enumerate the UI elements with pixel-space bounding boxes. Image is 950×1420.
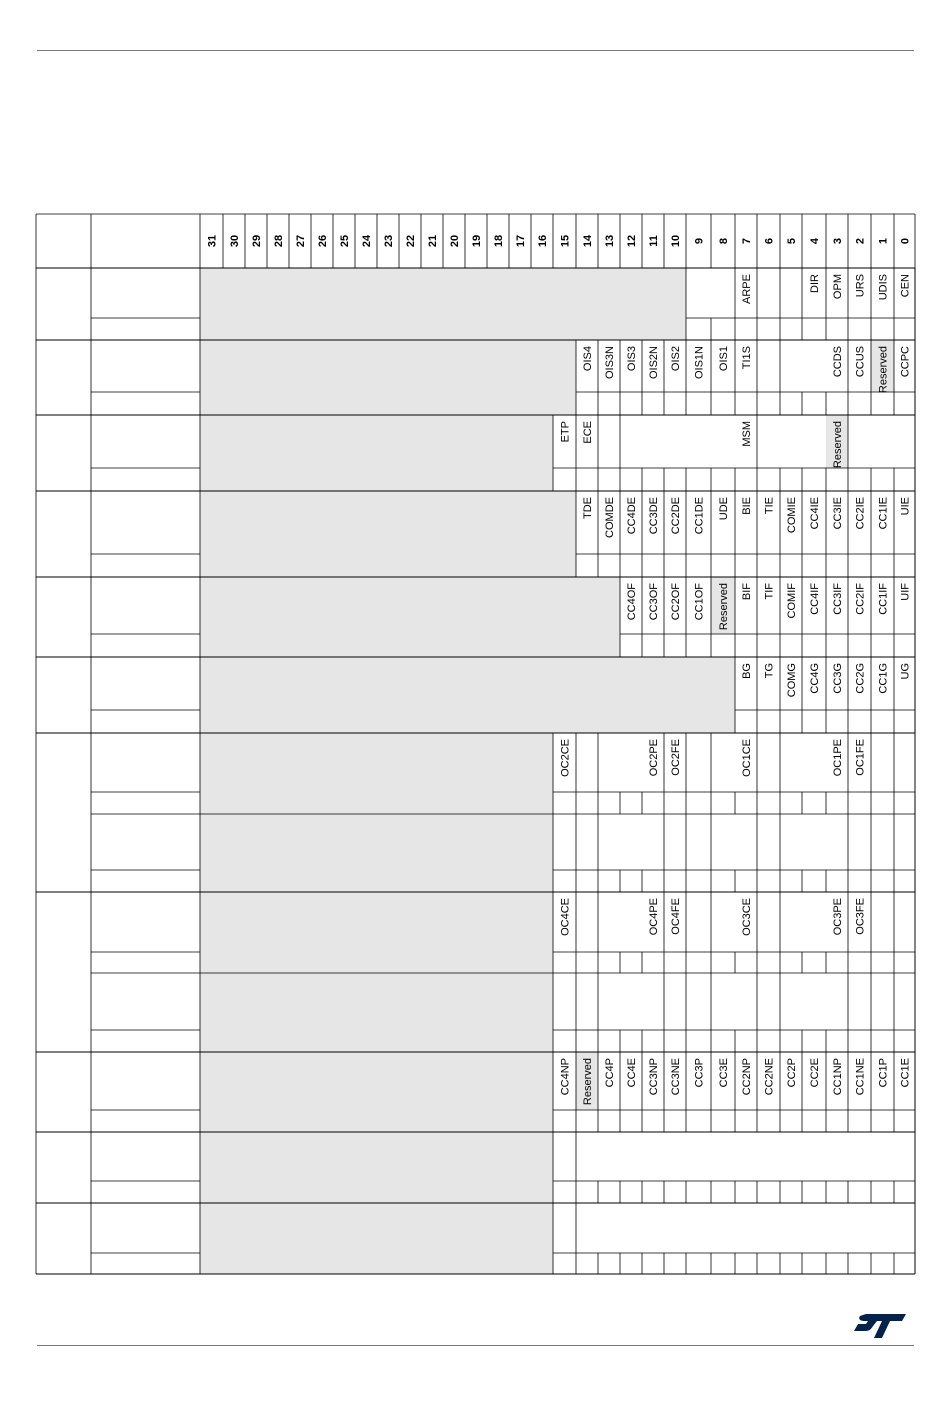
field-cc4de: CC4DE [626,497,638,535]
field-oc3pe: OC3PE [832,898,844,936]
field-comif: COMIF [786,583,798,619]
field-cc2p: CC2P [786,1058,798,1088]
field-dir: DIR [809,274,821,293]
reserved-area [200,814,553,892]
reserved-area [200,577,620,657]
reserved-area [200,1052,553,1132]
field-arpe: ARPE [741,274,753,304]
reserved-area [200,1132,553,1203]
field-reserved: Reserved [832,421,844,469]
field-cc3of: CC3OF [648,583,660,621]
reserved-area [200,973,553,1052]
field-cc2g: CC2G [854,663,867,694]
field-cc2ne: CC2NE [763,1058,776,1096]
field-cc2e: CC2E [809,1058,821,1088]
field-oc3fe: OC3FE [854,898,867,935]
bit-number-18: 18 [493,234,505,248]
field-oc3ce: OC3CE [741,898,753,936]
bit-number-24: 24 [361,234,373,248]
bit-number-30: 30 [229,234,241,248]
field-oc1fe: OC1FE [854,739,867,776]
bit-number-28: 28 [273,234,285,248]
field-cc3ie: CC3IE [832,497,844,530]
bit-number-13: 13 [604,234,616,248]
bit-number-27: 27 [295,234,307,248]
field-cc1e: CC1E [899,1058,912,1088]
field-cc4np: CC4NP [559,1058,572,1096]
field-oc1pe: OC1PE [832,739,844,777]
field-cc1ie: CC1IE [877,497,890,530]
bit-number-19: 19 [471,234,483,248]
bit-number-14: 14 [582,234,594,248]
bit-number-3: 3 [832,237,844,245]
field-bg: BG [741,663,753,679]
field-ois1: OIS1 [718,346,730,372]
bit-number-31: 31 [206,234,219,248]
field-cc1g: CC1G [877,663,890,694]
field-comde: COMDE [604,497,616,538]
bit-number-20: 20 [449,234,461,248]
field-tie: TIE [763,497,776,515]
field-urs: URS [854,274,867,298]
field-cc4if: CC4IF [809,583,821,615]
field-cc3ne: CC3NE [670,1058,682,1096]
bit-number-2: 2 [854,237,867,245]
field-bie: BIE [741,497,753,515]
reserved-area [200,892,553,973]
field-uif: UIF [899,583,912,601]
reserved-area [200,268,686,340]
field-ois2n: OIS2N [648,346,660,380]
bit-number-23: 23 [383,234,395,248]
field-msm: MSM [741,421,753,447]
field-comg: COMG [786,663,798,698]
field-cc2if: CC2IF [854,583,867,615]
st-logo-icon [852,1312,908,1340]
bit-number-16: 16 [537,234,549,248]
field-cc1if: CC1IF [877,583,890,615]
field-ois4: OIS4 [582,346,594,372]
field-ude: UDE [718,497,730,521]
field-cc2ie: CC2IE [854,497,867,530]
field-cc4ie: CC4IE [809,497,821,530]
field-opm: OPM [832,274,844,300]
field-tg: TG [763,663,776,679]
reserved-area [200,340,576,415]
bit-number-22: 22 [405,234,417,248]
bit-number-6: 6 [763,237,776,245]
bit-number-12: 12 [626,234,638,248]
field-cc3e: CC3E [718,1058,730,1088]
field-comie: COMIE [786,497,798,534]
field-tde: TDE [582,497,594,519]
reserved-area [200,657,735,733]
field-cc3if: CC3IF [832,583,844,615]
field-cc3p: CC3P [693,1058,706,1088]
bit-number-5: 5 [786,237,798,245]
reserved-area [200,491,576,577]
field-ccus: CCUS [854,346,867,378]
reserved-area [200,1203,553,1274]
bit-number-25: 25 [339,234,351,248]
bit-number-17: 17 [515,234,527,248]
bit-number-11: 11 [648,235,660,247]
field-ois3n: OIS3N [604,346,616,380]
bit-number-8: 8 [718,237,730,245]
field-cc3de: CC3DE [648,497,660,535]
bit-number-4: 4 [809,237,821,245]
field-ece: ECE [582,421,594,444]
bit-number-10: 10 [670,234,682,248]
bit-number-29: 29 [251,234,263,248]
bit-number-9: 9 [693,237,706,245]
field-ois3: OIS3 [626,346,638,372]
field-cen: CEN [899,274,912,298]
field-cc2of: CC2OF [670,583,682,621]
field-udis: UDIS [877,274,890,301]
field-reserved: Reserved [718,583,730,631]
field-cc4of: CC4OF [626,583,638,621]
field-bif: BIF [741,583,753,601]
field-cc1of: CC1OF [693,583,706,621]
field-ccpc: CCPC [899,346,912,378]
field-cc4g: CC4G [809,663,821,694]
field-uie: UIE [899,497,912,516]
field-cc4p: CC4P [604,1058,616,1088]
field-cc1np: CC1NP [832,1058,844,1096]
field-cc3np: CC3NP [648,1058,660,1096]
field-ois1n: OIS1N [693,346,706,380]
field-cc4e: CC4E [626,1058,638,1088]
bit-number-21: 21 [427,234,439,248]
field-tif: TIF [763,583,776,600]
field-cc2de: CC2DE [670,497,682,535]
bit-number-7: 7 [741,237,753,245]
field-ois2: OIS2 [670,346,682,372]
field-etp: ETP [559,421,572,443]
field-reserved: Reserved [582,1058,594,1106]
bit-number-15: 15 [559,234,572,248]
field-cc3g: CC3G [832,663,844,694]
field-ccds: CCDS [832,346,844,378]
field-oc2pe: OC2PE [648,739,660,777]
reserved-area [200,415,553,491]
field-cc1ne: CC1NE [854,1058,867,1096]
field-cc1p: CC1P [877,1058,890,1088]
field-oc2fe: OC2FE [670,739,682,776]
field-ti1s: TI1S [741,346,753,370]
field-oc1ce: OC1CE [741,739,753,777]
field-reserved: Reserved [877,346,890,394]
field-oc4fe: OC4FE [670,898,682,935]
field-oc4ce: OC4CE [559,898,572,936]
bit-number-0: 0 [899,237,912,245]
field-cc1de: CC1DE [693,497,706,535]
bit-number-1: 1 [877,237,890,245]
field-cc2np: CC2NP [741,1058,753,1096]
field-ug: UG [899,663,912,680]
field-oc4pe: OC4PE [648,898,660,936]
bit-number-26: 26 [317,234,329,248]
field-oc2ce: OC2CE [559,739,572,777]
reserved-area [200,733,553,814]
